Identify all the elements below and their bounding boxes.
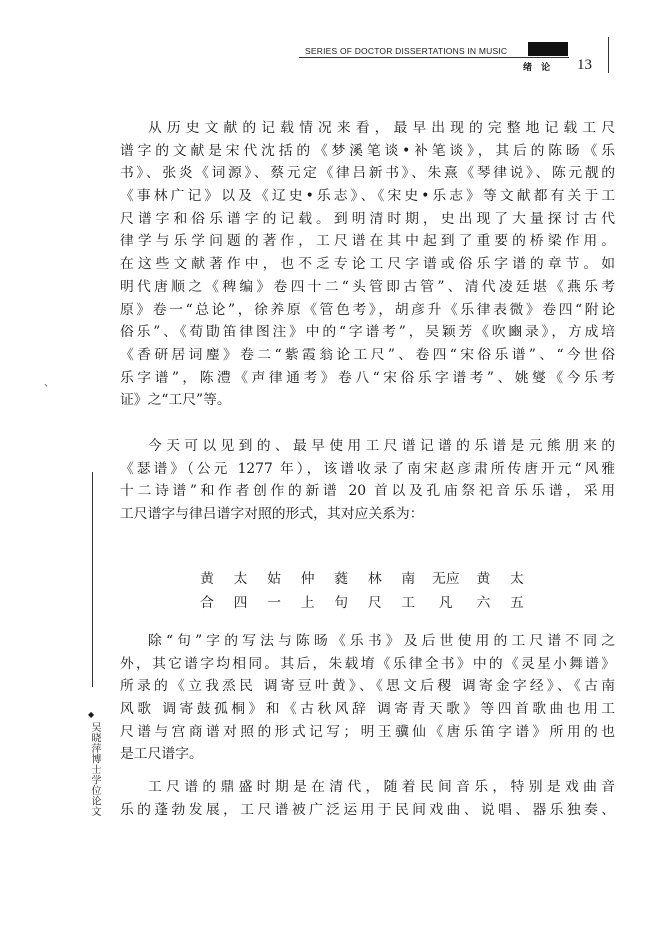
paragraph-1 xyxy=(120,117,615,412)
text-line: 乐的蓬勃发展，工尺谱被广泛运用于民间戏曲、说唱、器乐独奏、 xyxy=(120,801,615,818)
text-line: 所录的《立我烝民 调寄豆叶黄》、《思文后稷 调寄金字经》、《古南 xyxy=(120,678,615,695)
text-line: 今天可以见到的、最早使用工尺谱记谱的乐谱是元熊朋来的 xyxy=(148,438,615,454)
gongche-cell: 凡 xyxy=(438,595,453,611)
text-line: 风歌 调寄鼓孤桐》和《古秋风辞 调寄青天歌》等四首歌曲也用工 xyxy=(120,701,615,718)
gongche-row xyxy=(192,591,532,613)
text-line: 工尺谱的鼎盛时期是在清代，随着民间音乐，特别是戏曲音 xyxy=(148,779,615,795)
lulu-row xyxy=(192,567,532,589)
sidebar-rule xyxy=(92,472,93,687)
text-line: 是工尺谱字。 xyxy=(120,746,203,763)
header-vertical-rule xyxy=(608,37,609,73)
text-line: 尺谱与宫商谱对照的形式记写；明王骥仙《唐乐笛字谱》所用的也 xyxy=(120,723,615,740)
text-line: 书》、张炎《词源》、蔡元定《律吕新书》、朱熹《琴律说》、陈元靓的 xyxy=(120,165,615,182)
gongche-cell: 五 xyxy=(510,595,524,611)
diamond-icon: ◆ xyxy=(88,710,95,719)
gongche-cell: 合 xyxy=(200,595,214,611)
text-line: 谱字的文献是宋代沈括的《梦溪笔谈•补笔谈》，其后的陈旸《乐 xyxy=(120,142,615,159)
header-black-block xyxy=(528,42,568,56)
paragraph-4 xyxy=(120,776,615,821)
text-line: 律学与乐学问题的著作，工尺谱在其中起到了重要的桥梁作用。 xyxy=(120,233,615,250)
text-line: 《瑟谱》（公元 1277 年），该谱收录了南宋赵彦肃所传唐开元“风雅 xyxy=(120,460,615,477)
text-line: 在这些文献著作中，也不乏专论工尺字谱或俗乐字谱的章节。如 xyxy=(120,256,615,273)
page-number: 13 xyxy=(577,57,592,73)
gongche-cell: 句 xyxy=(334,595,349,611)
series-title: SERIES OF DOCTOR DISSERTATIONS IN MUSIC xyxy=(305,46,508,56)
lulu-cell: 黄 xyxy=(476,571,491,587)
lulu-cell: 仲 xyxy=(300,571,315,587)
lulu-cell: 林 xyxy=(367,571,382,587)
gongche-cell: 上 xyxy=(300,595,315,611)
gongche-cell: 四 xyxy=(233,595,248,611)
text-line: 《香研居词麈》卷二“紫霞翁论工尺”、卷四“宋俗乐谱”、“今世俗 xyxy=(120,346,615,363)
text-line: 除“句”字的写法与陈旸《乐书》及后世使用的工尺谱不同之 xyxy=(148,633,615,649)
lulu-cell: 太 xyxy=(510,571,524,587)
lulu-cell: 无应 xyxy=(432,571,460,587)
text-line: 《事林广记》以及《辽史•乐志》、《宋史•乐志》等文献都有关于工 xyxy=(120,188,615,205)
chapter-title: 绪 论 xyxy=(523,63,554,73)
lulu-cell: 黄 xyxy=(200,571,214,587)
text-line: 从历史文献的记载情况来看，最早出现的完整地记载工尺 xyxy=(148,120,615,136)
text-line: 证》之“工尺”等。 xyxy=(120,392,231,409)
margin-mark: 、 xyxy=(44,378,54,389)
sidebar-author-title: 吴晓萍博士学位论文 xyxy=(89,722,100,817)
gongche-cell: 一 xyxy=(267,595,281,611)
text-line: 工尺谱字与律吕谱字对照的形式，其对应关系为： xyxy=(120,506,424,523)
text-line: 明代唐顺之《稗编》卷四十二“头管即古管”、清代凌廷堪《燕乐考 xyxy=(120,278,615,295)
text-line: 十二诗谱”和作者创作的新谱 20 首以及孔庙祭祀音乐乐谱，采用 xyxy=(120,483,615,500)
gongche-cell: 工 xyxy=(401,595,416,611)
lulu-cell: 南 xyxy=(401,571,416,587)
gongche-cell: 六 xyxy=(476,595,491,611)
text-line: 俗乐”、《荀勖笛律图注》中的“字谱考”，吴颖芳《吹豳录》，方成培 xyxy=(120,324,615,341)
text-line: 原》卷一“总论”，徐养原《管色考》，胡彦升《乐律表微》卷四“附论 xyxy=(120,301,615,318)
lulu-cell: 姑 xyxy=(267,571,281,587)
lulu-cell: 太 xyxy=(233,571,248,587)
paragraph-2 xyxy=(120,435,615,526)
text-line: 乐字谱”，陈澧《声律通考》卷八“宋俗乐字谱考”、姚燮《今乐考 xyxy=(120,369,615,386)
paragraph-3 xyxy=(120,630,615,766)
text-line: 外，其它谱字均相同。其后，朱载堉《乐律全书》中的《灵星小舞谱》 xyxy=(120,655,615,672)
text-line: 尺谱字和俗乐谱字的记载。到明清时期，史出现了大量探讨古代 xyxy=(120,210,615,227)
gongche-cell: 尺 xyxy=(367,595,382,611)
lulu-cell: 蕤 xyxy=(334,571,349,587)
header-rule xyxy=(299,57,569,58)
